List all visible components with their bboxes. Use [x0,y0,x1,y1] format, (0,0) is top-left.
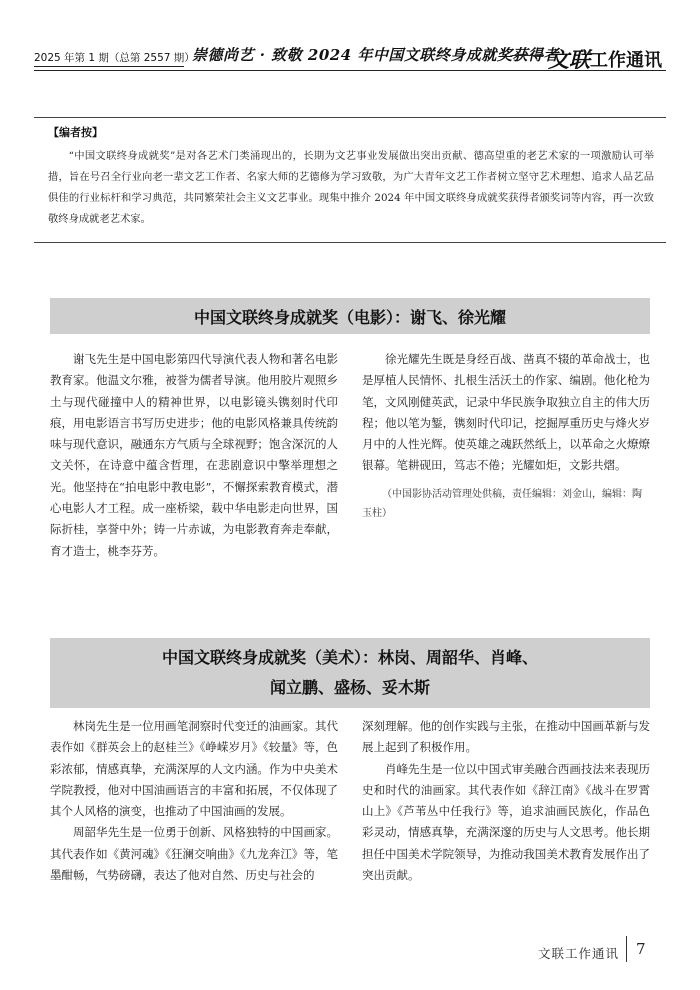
section-art-title [50,638,650,708]
footer-separator [626,936,627,962]
lin-gang-paragraph: 林岗先生是一位用画笔洞察时代变迁的油画家。其代表作如《群英会上的赵桂兰》《峥嵘岁月》《较量》等，色彩浓郁，情感真挚，充满深厚的人文内涵。作为中央美术学院教授，他对中国油画语言的丰富和拓展，不仅体现了其个人风格的演变，也推动了中国油画的发展。 [50,719,338,819]
note-top-rule [34,117,666,118]
xu-guangyao-paragraph: 徐光耀先生既是身经百战、凿真不辍的革命战士，也是厚植人民情怀、扎根生活沃土的作家、编剧。他化枪为笔，文风刚健英武，记录中华民族争取独立自主的伟大历程；他以笔为錾，镌刻时代印记，挖掘厚重历史与烽火岁月中的人性光辉。使英雄之魂跃然纸上，以革命之火燎燎银幕。笔耕砚田，笃志不倦；光耀如炬，文影共熠。 [362,352,650,473]
brand-logo-text: 文联 [548,47,590,72]
xiao-feng-paragraph: 肖峰先生是一位以中国式审美融合西画技法来表现历史和时代的油画家。其代表作如《辞江南》《战斗在罗霄山上》《芦苇丛中任我行》等，追求油画民族化，作品色彩灵动，情感真挚，充满深邃的历史与人文思考。他长期担任中国美术学院领导，为推动我国美术教育发展作出了突出贡献。 [362,761,650,883]
header-slogan: 崇德尚艺 · 致敬 2024 年中国文联终身成就奖获得者 [192,46,559,64]
section-art-right-column [362,716,650,886]
section-film-title: 中国文联终身成就奖（电影）：谢飞、徐光耀 [50,298,650,334]
section-art-title-line2: 闻立鹏、盛杨、妥木斯 [269,678,430,697]
section-film-right-column [362,349,650,533]
header-rule [34,70,666,71]
xie-fei-paragraph: 谢飞先生是中国电影第四代导演代表人物和著名电影教育家。他温文尔雅，被誉为儒者导演。他用胶片观照乡土与现代碰撞中人的精神世界，以电影镜头镌刻时代印痕，用电影语言书写历史进步；他的电影风格兼具传统韵味与现代意识，融通东方气质与全球视野；饱含深沉的人文关怀，在诗意中蕴含哲理，在悲剧意识中擎举理想之光。他坚持在“拍电影中教电影”，不懈探索教育模式，潜心电影人才工程。成一座桥梁，载中华电影走向世界，国际折桂，享誉中外；铸一片赤诚，为电影教育奔走奉献，育才造士，桃李芬芳。 [50,352,338,558]
editor-note-body: “中国文联终身成就奖”是对各艺术门类涌现出的，长期为文艺事业发展做出突出贡献、德高望重的老艺术家的一项激励认可举措，旨在号召全行业向老一辈文艺工作者、名家大师的艺德修为学习致敬，为广大青年文艺工作者树立坚守艺术理想、追求人品艺品俱佳的行业标杆和学习典范，共同繁荣社会主义文艺事业。现集中推介 2024 年中国文联终身成就奖获得者颁奖词等内容，再一次致敬终身成就老艺术家。 [48,150,654,225]
header-rule-left [34,66,184,67]
publication-title: 工作通讯 [590,50,662,71]
header-rule-right [512,55,544,56]
section-art-left-column [50,716,338,886]
zhou-shaohua-continued: 深刻理解。他的创作实践与主张，在推动中国画革新与发展上起到了积极作用。 [362,719,650,755]
editor-note-label: 【编者按】 [48,126,103,139]
issue-number: 2025 年第 1 期（总第 2557 期） [34,52,195,64]
zhou-shaohua-paragraph: 周韶华先生是一位勇于创新、风格独特的中国画家。其代表作如《黄河魂》《狂澜交响曲》《九龙奔江》等，笔墨酣畅，气势磅礴，表达了他对自然、历史与社会的 [50,825,338,883]
page-number: 7 [636,940,646,958]
footer-publication-name: 文联工作通讯 [538,946,620,961]
note-bottom-rule [34,242,666,243]
section-film-left-column [50,349,338,562]
section-art-title-line1: 中国文联终身成就奖（美术）：林岗、周韶华、肖峰、 [161,648,538,667]
film-credit-line: （中国影协活动管理处供稿，责任编辑：刘金山，编辑：陶玉柱） [362,488,642,519]
